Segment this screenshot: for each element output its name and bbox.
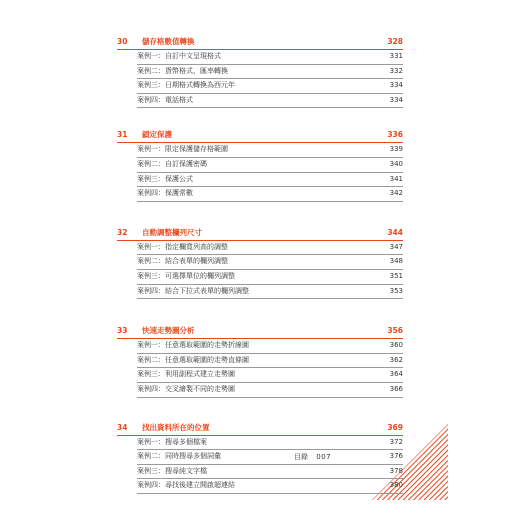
chapter-number: 33 bbox=[117, 326, 128, 336]
case-title: 案例二：任意選取範圍的走勢直條圖 bbox=[137, 355, 249, 364]
chapter-heading[interactable] bbox=[117, 34, 403, 50]
case-title: 案例一：限定保護儲存格範圍 bbox=[137, 145, 228, 154]
case-page: 364 bbox=[389, 370, 403, 379]
case-page: 334 bbox=[389, 95, 403, 104]
case-page: 334 bbox=[389, 81, 403, 90]
case-title: 案例一：自訂中文呈現格式 bbox=[137, 52, 221, 60]
case-entry[interactable] bbox=[137, 79, 403, 94]
case-page: 339 bbox=[389, 145, 403, 154]
case-title: 案例二：結合表單的欄列調整 bbox=[137, 257, 228, 266]
case-title: 案例二：同時搜尋多個詞彙 bbox=[137, 452, 221, 461]
chapter-section bbox=[117, 225, 403, 299]
case-entry[interactable] bbox=[137, 354, 403, 369]
case-page: 366 bbox=[389, 384, 403, 393]
chapter-section bbox=[117, 420, 403, 494]
case-title: 案例四：結合下拉式表單的欄列調整 bbox=[137, 286, 249, 295]
case-title: 案例三：保護公式 bbox=[137, 174, 193, 183]
case-entry[interactable] bbox=[137, 436, 403, 451]
chapter-section bbox=[117, 127, 403, 201]
chapter-number: 32 bbox=[117, 227, 128, 237]
case-page: 378 bbox=[389, 466, 403, 475]
case-entry[interactable] bbox=[137, 173, 403, 188]
chapter-heading[interactable] bbox=[117, 323, 403, 339]
chapter-heading[interactable] bbox=[117, 420, 403, 436]
case-title: 案例一：搜尋多個檔案 bbox=[137, 437, 207, 446]
chapter-title: 快速走勢圖分析 bbox=[142, 326, 195, 336]
case-entry[interactable] bbox=[137, 241, 403, 256]
case-title: 案例四：尋找後建立開啟超連結 bbox=[137, 481, 235, 490]
table-of-contents bbox=[117, 34, 403, 513]
case-entry[interactable] bbox=[137, 65, 403, 80]
case-entry[interactable] bbox=[137, 94, 403, 109]
case-page: 353 bbox=[389, 286, 403, 295]
case-entry[interactable] bbox=[137, 255, 403, 270]
case-page: 380 bbox=[389, 481, 403, 490]
chapter-section bbox=[117, 34, 403, 108]
case-page: 331 bbox=[389, 52, 403, 60]
case-title: 案例三：利用副程式建立走勢圖 bbox=[137, 370, 235, 379]
case-title: 案例四：電話格式 bbox=[137, 95, 193, 104]
page-footer bbox=[294, 452, 331, 462]
case-entry[interactable] bbox=[137, 383, 403, 398]
chapter-page: 356 bbox=[387, 326, 403, 336]
footer-label: 目錄 bbox=[294, 453, 308, 461]
stripe-line bbox=[414, 420, 494, 500]
case-entry[interactable] bbox=[137, 270, 403, 285]
case-title: 案例三：可選擇單位的欄列調整 bbox=[137, 271, 235, 280]
case-title: 案例一：任意選取範圍的走勢折線圖 bbox=[137, 341, 249, 350]
stripe-line bbox=[434, 420, 514, 500]
stripe-line bbox=[440, 420, 520, 500]
case-title: 案例四：交叉繪製不同的走勢圖 bbox=[137, 384, 235, 393]
stripe-line bbox=[419, 420, 499, 500]
chapter-heading[interactable] bbox=[117, 225, 403, 241]
chapter-page: 344 bbox=[387, 227, 403, 237]
stripe-line bbox=[429, 420, 509, 500]
case-page: 332 bbox=[389, 66, 403, 75]
footer-page-number: 007 bbox=[316, 453, 332, 461]
case-entry[interactable] bbox=[137, 285, 403, 300]
case-entry[interactable] bbox=[137, 479, 403, 494]
stripe-line bbox=[445, 420, 520, 500]
chapter-title: 鎖定保護 bbox=[142, 130, 172, 140]
case-title: 案例三：日期格式轉換為西元年 bbox=[137, 81, 235, 90]
case-title: 案例四：保護常數 bbox=[137, 189, 193, 198]
stripe-line bbox=[450, 420, 520, 500]
case-entry[interactable] bbox=[137, 465, 403, 480]
case-page: 348 bbox=[389, 257, 403, 266]
chapter-section bbox=[117, 323, 403, 397]
stripe-line bbox=[408, 420, 488, 500]
stripe-line bbox=[403, 420, 483, 500]
case-entry[interactable] bbox=[137, 450, 403, 465]
chapter-title: 儲存格數值轉換 bbox=[142, 37, 195, 46]
case-title: 案例三：搜尋純文字檔 bbox=[137, 466, 207, 475]
case-entry[interactable] bbox=[137, 339, 403, 354]
chapter-page: 369 bbox=[387, 422, 403, 432]
chapter-number: 34 bbox=[117, 422, 128, 432]
chapter-page: 328 bbox=[387, 37, 403, 46]
stripe-line bbox=[424, 420, 504, 500]
case-page: 360 bbox=[389, 341, 403, 350]
chapter-title: 找出資料所在的位置 bbox=[142, 422, 210, 432]
chapter-page: 336 bbox=[387, 130, 403, 140]
case-page: 340 bbox=[389, 159, 403, 168]
case-entry[interactable] bbox=[137, 143, 403, 158]
stripe-line bbox=[393, 420, 473, 500]
case-title: 案例一：指定欄寬列高的調整 bbox=[137, 242, 228, 251]
stripe-line bbox=[398, 420, 478, 500]
case-entry[interactable] bbox=[137, 158, 403, 173]
case-page: 372 bbox=[389, 437, 403, 446]
case-page: 351 bbox=[389, 271, 403, 280]
chapter-number: 30 bbox=[117, 37, 128, 46]
case-title: 案例二：貨幣格式、匯率轉換 bbox=[137, 66, 228, 75]
case-title: 案例二：自訂保護密碼 bbox=[137, 159, 207, 168]
chapter-title: 自動調整欄列尺寸 bbox=[142, 227, 202, 237]
case-page: 376 bbox=[389, 452, 403, 461]
chapter-number: 31 bbox=[117, 130, 128, 140]
case-page: 347 bbox=[389, 242, 403, 251]
chapter-heading[interactable] bbox=[117, 127, 403, 143]
case-page: 341 bbox=[389, 174, 403, 183]
case-page: 342 bbox=[389, 189, 403, 198]
case-page: 362 bbox=[389, 355, 403, 364]
case-entry[interactable] bbox=[137, 50, 403, 65]
case-entry[interactable] bbox=[137, 187, 403, 202]
case-entry[interactable] bbox=[137, 368, 403, 383]
